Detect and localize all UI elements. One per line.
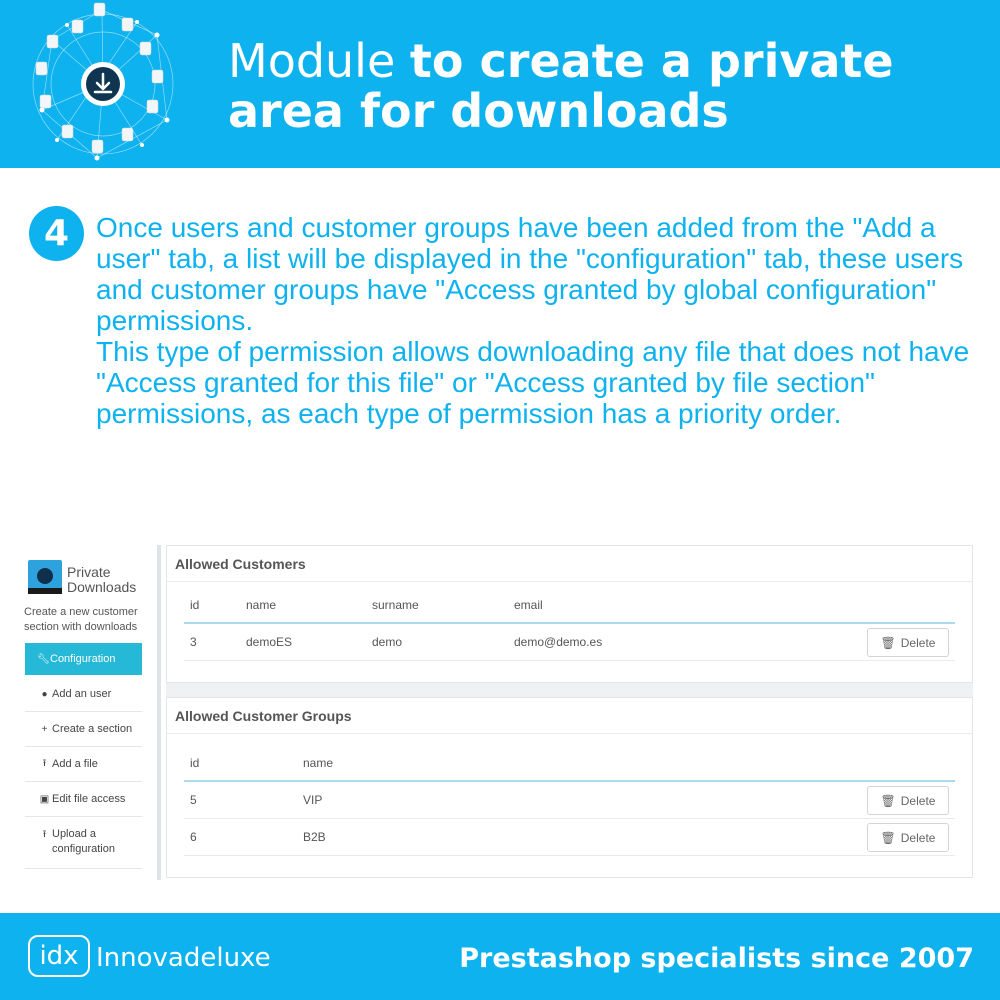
customers-table: [184, 584, 955, 661]
table-header: [184, 584, 955, 624]
delete-label: Delete: [900, 830, 936, 845]
module-logo-icon: [28, 560, 62, 594]
delete-button[interactable]: [867, 786, 949, 815]
cell-id: 6: [190, 830, 197, 844]
allowed-customer-groups-panel: [166, 697, 973, 878]
cell-id: 5: [190, 793, 197, 807]
step-paragraph-1: Once users and customer groups have been added from the "Add a user" tab, a list will be displayed in the "configuration" tab, these users and customer groups have "Access granted by global configuration" permissions.: [96, 212, 964, 336]
footer-banner: [0, 913, 1000, 1000]
sidebar-item-edit-file-access[interactable]: [25, 782, 142, 817]
column-header: id: [190, 598, 200, 612]
cell-surname: demo: [372, 635, 403, 649]
header-banner: [0, 0, 1000, 168]
user-icon: ●: [41, 688, 48, 700]
sidebar-item-label: Edit file access: [52, 793, 126, 805]
title-bold: to create a private area for downloads: [228, 34, 894, 138]
upload-icon: ⭱: [42, 829, 47, 840]
column-header: id: [190, 756, 200, 770]
sidebar-menu: [25, 643, 142, 869]
trash-icon: 🗑︎: [880, 635, 896, 650]
groups-table: [184, 742, 955, 856]
sidebar-item-configuration[interactable]: [25, 643, 142, 675]
divider: [157, 545, 161, 880]
wrench-icon: 🔧︎: [37, 653, 50, 665]
trash-icon: 🗑︎: [880, 793, 896, 808]
page-title: [228, 36, 988, 136]
table-row: [184, 624, 955, 661]
delete-label: Delete: [900, 635, 936, 650]
step-description: [96, 212, 986, 429]
table-row: [184, 782, 955, 819]
brand-name: Innovadeluxe: [96, 943, 271, 973]
allowed-customers-panel: [166, 545, 973, 683]
sidebar-item-label: Create a section: [52, 723, 133, 735]
sidebar-description: Create a new customer section with downloads: [24, 606, 138, 633]
step-paragraph-2: This type of permission allows downloading any file that does not have "Access granted for this file" or "Access granted by file section" permissions, as each type of permission has a priority order.: [96, 336, 970, 429]
cell-name: VIP: [303, 793, 323, 807]
column-header: email: [514, 598, 543, 612]
delete-button[interactable]: [867, 823, 949, 852]
download-network-icon: [22, 0, 184, 168]
step-number-badge: 4: [29, 206, 84, 261]
sidebar-item-label: Add a file: [52, 758, 98, 770]
cell-email: demo@demo.es: [514, 635, 603, 649]
column-header: name: [303, 756, 334, 770]
column-header: surname: [372, 598, 419, 612]
sidebar-item-label: Add an user: [52, 688, 112, 700]
sidebar-item-label: Configuration: [50, 653, 116, 665]
table-row: [184, 819, 955, 856]
tagline: Prestashop specialists since 2007: [459, 943, 974, 974]
delete-label: Delete: [900, 793, 936, 808]
idx-logo: idx: [28, 935, 90, 977]
panel-title: Allowed Customers: [167, 546, 972, 582]
sidebar-item-upload-configuration[interactable]: [25, 817, 142, 869]
cell-id: 3: [190, 635, 197, 649]
lock-icon: ▣: [39, 793, 50, 805]
plus-icon: +: [41, 723, 48, 735]
sidebar-title: Private Downloads: [67, 564, 137, 595]
sidebar-item-add-user[interactable]: [25, 677, 142, 712]
column-header: name: [246, 598, 277, 612]
title-light: Module: [228, 34, 396, 88]
upload-icon: ⭱: [42, 757, 47, 769]
cell-name: demoES: [246, 635, 293, 649]
sidebar-item-label: Upload a configuration: [52, 828, 115, 855]
delete-button[interactable]: [867, 628, 949, 657]
sidebar-item-add-file[interactable]: [25, 747, 142, 782]
cell-name: B2B: [303, 830, 326, 844]
module-screenshot: [0, 545, 1000, 885]
panel-separator: [166, 683, 973, 697]
panel-title: Allowed Customer Groups: [167, 698, 972, 734]
sidebar-item-create-section[interactable]: [25, 712, 142, 747]
table-header: [184, 742, 955, 782]
trash-icon: 🗑︎: [880, 830, 896, 845]
sidebar: [22, 555, 145, 880]
